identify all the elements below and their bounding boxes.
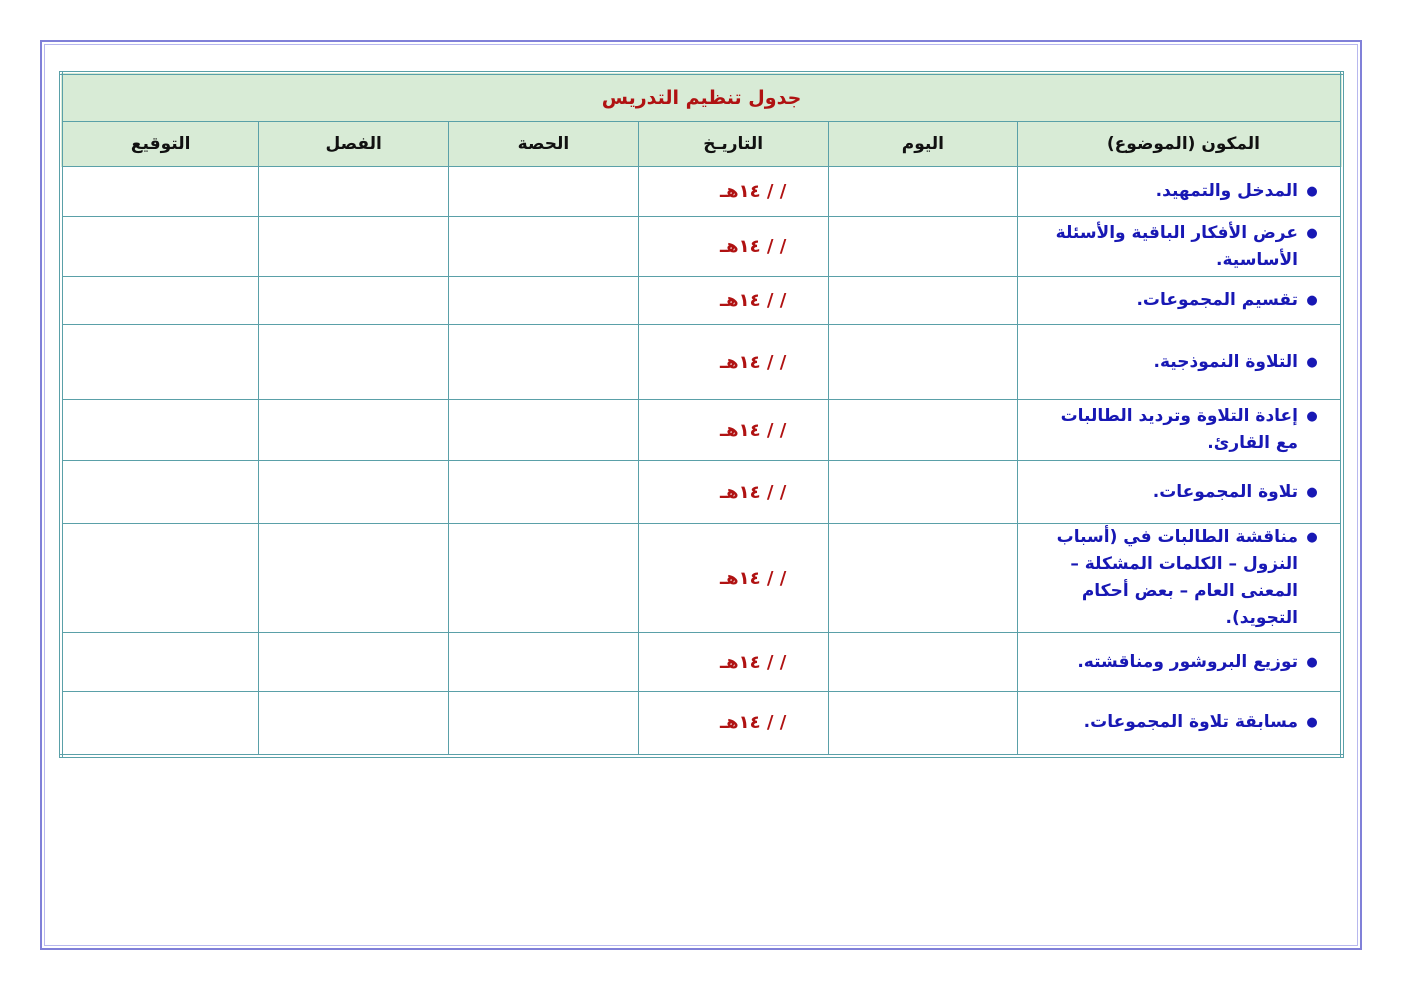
bullet-icon: ● <box>1306 715 1318 731</box>
class-cell <box>259 217 449 277</box>
date-cell <box>638 277 828 325</box>
date-text: / / ١٤هـ <box>719 419 787 441</box>
topic-cell <box>1018 325 1342 400</box>
day-cell <box>828 633 1018 692</box>
topic-cell <box>1018 400 1342 461</box>
table-row <box>61 400 1342 461</box>
topic-text: توزيع البروشور ومناقشته. <box>1077 651 1298 672</box>
table-row <box>61 167 1342 217</box>
bullet-icon: ● <box>1306 184 1318 199</box>
table-row <box>61 524 1342 633</box>
day-cell <box>828 325 1018 400</box>
table-row <box>61 277 1342 325</box>
topic-text: عرض الأفكار الباقية والأسئلة الأساسية. <box>1055 222 1298 270</box>
period-cell <box>449 400 639 461</box>
signature-cell <box>61 461 259 524</box>
day-cell <box>828 167 1018 217</box>
topic-text: المدخل والتمهيد. <box>1155 181 1298 201</box>
bullet-icon: ● <box>1306 354 1318 370</box>
topic-text: مناقشة الطالبات في (أسباب النزول – الكلمات المشكلة – المعنى العام – بعض أحكام التجويد). <box>1056 527 1298 628</box>
period-cell <box>449 325 639 400</box>
date-cell <box>638 167 828 217</box>
day-cell <box>828 461 1018 524</box>
date-text: / / ١٤هـ <box>719 651 787 673</box>
table-row <box>61 461 1342 524</box>
table-row <box>61 217 1342 277</box>
bullet-icon: ● <box>1306 484 1318 500</box>
topic-text: تلاوة المجموعات. <box>1152 481 1298 502</box>
bullet-icon: ● <box>1306 409 1318 424</box>
class-cell <box>259 400 449 461</box>
date-cell <box>638 217 828 277</box>
signature-cell <box>61 524 259 633</box>
table-title-row <box>61 73 1342 122</box>
header-class: الفصل <box>259 122 449 167</box>
day-cell <box>828 217 1018 277</box>
period-cell <box>449 167 639 217</box>
signature-cell <box>61 277 259 325</box>
table-title: جدول تنظيم التدريس <box>61 73 1342 122</box>
signature-cell <box>61 167 259 217</box>
bullet-icon: ● <box>1306 225 1318 241</box>
topic-text: التلاوة النموذجية. <box>1153 351 1298 372</box>
topic-text: مسابقة تلاوة المجموعات. <box>1083 712 1298 733</box>
topic-text: تقسيم المجموعات. <box>1136 290 1298 310</box>
date-text: / / ١٤هـ <box>719 481 787 503</box>
period-cell <box>449 692 639 756</box>
class-cell <box>259 461 449 524</box>
period-cell <box>449 524 639 633</box>
topic-cell <box>1018 524 1342 633</box>
header-component: المكون (الموضوع) <box>1018 122 1342 167</box>
table-row <box>61 692 1342 756</box>
table-row <box>61 633 1342 692</box>
topic-cell <box>1018 461 1342 524</box>
class-cell <box>259 325 449 400</box>
table-header-row <box>61 122 1342 167</box>
bullet-icon: ● <box>1306 654 1318 670</box>
date-text: / / ١٤هـ <box>719 290 787 311</box>
topic-text: إعادة التلاوة وترديد الطالبات مع القارئ. <box>1060 406 1298 453</box>
day-cell <box>828 692 1018 756</box>
date-text: / / ١٤هـ <box>719 567 787 589</box>
period-cell <box>449 461 639 524</box>
signature-cell <box>61 400 259 461</box>
date-cell <box>638 461 828 524</box>
header-period: الحصة <box>449 122 639 167</box>
topic-cell <box>1018 217 1342 277</box>
date-text: / / ١٤هـ <box>719 712 787 734</box>
signature-cell <box>61 325 259 400</box>
date-text: / / ١٤هـ <box>719 236 787 257</box>
day-cell <box>828 400 1018 461</box>
day-cell <box>828 277 1018 325</box>
period-cell <box>449 633 639 692</box>
bullet-icon: ● <box>1306 530 1318 545</box>
date-cell <box>638 692 828 756</box>
topic-cell <box>1018 633 1342 692</box>
date-text: / / ١٤هـ <box>719 181 787 202</box>
class-cell <box>259 524 449 633</box>
topic-cell <box>1018 692 1342 756</box>
period-cell <box>449 217 639 277</box>
header-date: التاريـخ <box>638 122 828 167</box>
signature-cell <box>61 633 259 692</box>
date-cell <box>638 325 828 400</box>
date-text: / / ١٤هـ <box>719 351 787 373</box>
header-signature: التوقيع <box>61 122 259 167</box>
signature-cell <box>61 692 259 756</box>
date-cell <box>638 400 828 461</box>
class-cell <box>259 633 449 692</box>
class-cell <box>259 277 449 325</box>
date-cell <box>638 633 828 692</box>
class-cell <box>259 167 449 217</box>
teaching-schedule-table <box>59 71 1344 758</box>
table-row <box>61 325 1342 400</box>
bullet-icon: ● <box>1306 293 1318 308</box>
topic-cell <box>1018 167 1342 217</box>
class-cell <box>259 692 449 756</box>
date-cell <box>638 524 828 633</box>
signature-cell <box>61 217 259 277</box>
header-day: اليوم <box>828 122 1018 167</box>
topic-cell <box>1018 277 1342 325</box>
day-cell <box>828 524 1018 633</box>
period-cell <box>449 277 639 325</box>
